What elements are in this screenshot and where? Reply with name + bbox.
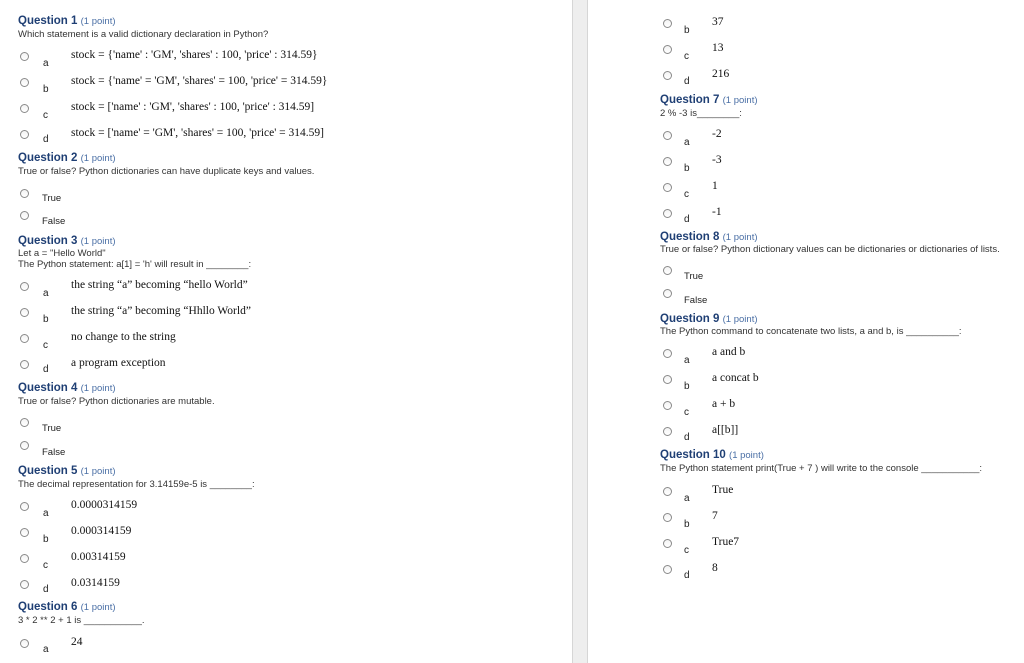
q6-option-a-text: 24 [71, 636, 83, 648]
q9-option-b-text: a concat b [712, 372, 759, 384]
q4-true-label: True [42, 423, 62, 434]
question-points: (1 point) [729, 450, 764, 461]
q5-option-d-letter: d [43, 584, 49, 595]
question-points: (1 point) [80, 236, 116, 247]
q6-option-b-radio[interactable] [663, 19, 672, 28]
q10-option-c-radio[interactable] [663, 539, 672, 548]
question-3-text-line2: The Python statement: a[1] = 'h' will result in ________: [18, 259, 252, 270]
q1-option-d-letter: d [43, 134, 49, 145]
q7-option-b-radio[interactable] [663, 157, 672, 166]
question-points: (1 point) [80, 16, 116, 27]
question-title: Question 9 [660, 313, 720, 325]
question-2-heading [18, 152, 116, 164]
q9-option-b-letter: b [684, 381, 690, 392]
q6-option-c-radio[interactable] [663, 45, 672, 54]
q2-true-radio[interactable] [20, 189, 29, 198]
q7-option-a-letter: a [684, 137, 690, 148]
q9-option-c-letter: c [684, 407, 689, 418]
q4-false-label: False [42, 447, 66, 458]
question-10-text: The Python statement print(True + 7 ) will write to the console ___________: [660, 463, 983, 474]
q3-option-b-text: the string “a” becoming “Hhllo World” [71, 305, 251, 317]
question-8-heading [660, 231, 758, 243]
q6-option-a-radio[interactable] [20, 639, 29, 648]
q9-option-d-letter: d [684, 432, 690, 443]
question-1-text: Which statement is a valid dictionary declaration in Python? [18, 29, 269, 40]
q7-option-d-text: -1 [712, 206, 722, 218]
q3-option-b-letter: b [43, 314, 49, 325]
q5-option-c-radio[interactable] [20, 554, 29, 563]
q7-option-b-text: -3 [712, 154, 722, 166]
q7-option-d-letter: d [684, 214, 690, 225]
q7-option-d-radio[interactable] [663, 209, 672, 218]
q10-option-d-letter: d [684, 570, 690, 581]
q8-false-label: False [684, 295, 708, 306]
q5-option-b-letter: b [43, 534, 49, 545]
q2-true-label: True [42, 193, 62, 204]
question-1-heading [18, 15, 116, 27]
q3-option-a-letter: a [43, 288, 49, 299]
q9-option-a-text: a and b [712, 346, 746, 358]
q9-option-b-radio[interactable] [663, 375, 672, 384]
q5-option-d-radio[interactable] [20, 580, 29, 589]
q10-option-b-radio[interactable] [663, 513, 672, 522]
q1-option-c-text: stock = ['name' : 'GM', 'shares' : 100, 'price' : 314.59] [71, 101, 315, 113]
q1-option-d-text: stock = ['name' = 'GM', 'shares' = 100, 'price' = 314.59] [71, 127, 324, 139]
question-points: (1 point) [722, 95, 758, 106]
question-5-text: The decimal representation for 3.14159e-5 is ________: [18, 479, 255, 490]
question-title: Question 7 [660, 94, 720, 106]
q6-option-c-letter: c [684, 51, 689, 62]
q5-option-a-radio[interactable] [20, 502, 29, 511]
q1-option-b-letter: b [43, 84, 49, 95]
q7-option-c-text: 1 [712, 180, 718, 192]
q10-option-d-radio[interactable] [663, 565, 672, 574]
q8-true-label: True [684, 271, 704, 282]
q6-option-b-letter: b [684, 25, 690, 36]
q5-option-a-text: 0.0000314159 [71, 499, 138, 511]
question-title: Question 6 [18, 601, 78, 613]
q5-option-a-letter: a [43, 508, 49, 519]
q8-true-radio[interactable] [663, 266, 672, 275]
q1-option-a-text: stock = {'name' : 'GM', 'shares' : 100, 'price' : 314.59} [71, 49, 318, 61]
question-points: (1 point) [80, 466, 116, 477]
question-9-text: The Python command to concatenate two lists, a and b, is __________: [660, 326, 962, 337]
q3-option-d-letter: d [43, 364, 49, 375]
q9-option-d-radio[interactable] [663, 427, 672, 436]
q3-option-c-text: no change to the string [71, 331, 176, 343]
q6-option-d-radio[interactable] [663, 71, 672, 80]
q1-option-b-radio[interactable] [20, 78, 29, 87]
q1-option-b-text: stock = {'name' = 'GM', 'shares' = 100, 'price' = 314.59} [71, 75, 328, 87]
q10-option-b-text: 7 [712, 510, 718, 522]
q3-option-a-text: the string “a” becoming “hello World” [71, 279, 248, 291]
q1-option-a-radio[interactable] [20, 52, 29, 61]
q5-option-c-letter: c [43, 560, 48, 571]
q10-option-b-letter: b [684, 519, 690, 530]
q10-option-c-text: True7 [712, 536, 740, 548]
q1-option-d-radio[interactable] [20, 130, 29, 139]
question-title: Question 3 [18, 235, 78, 247]
q7-option-a-radio[interactable] [663, 131, 672, 140]
question-points: (1 point) [722, 314, 758, 325]
question-title: Question 10 [660, 449, 726, 461]
q7-option-c-letter: c [684, 189, 689, 200]
q2-false-label: False [42, 216, 66, 227]
q10-option-a-letter: a [684, 493, 690, 504]
question-5-heading [18, 465, 116, 477]
q10-option-d-text: 8 [712, 562, 718, 574]
q10-option-c-letter: c [684, 545, 689, 556]
question-points: (1 point) [80, 602, 116, 613]
q6-option-d-text: 216 [712, 68, 730, 80]
q1-option-c-letter: c [43, 110, 48, 121]
q9-option-a-letter: a [684, 355, 690, 366]
question-title: Question 8 [660, 231, 720, 243]
question-4-heading [18, 382, 116, 394]
q3-option-c-letter: c [43, 340, 48, 351]
q5-option-b-radio[interactable] [20, 528, 29, 537]
question-6-text: 3 * 2 ** 2 + 1 is ___________. [18, 615, 145, 626]
question-title: Question 1 [18, 15, 78, 27]
q6-option-c-text: 13 [712, 42, 724, 54]
q7-option-c-radio[interactable] [663, 183, 672, 192]
q6-option-b-text: 37 [712, 16, 724, 28]
q3-option-d-radio[interactable] [20, 360, 29, 369]
q9-option-c-radio[interactable] [663, 401, 672, 410]
question-3-heading [18, 235, 116, 247]
q7-option-a-text: -2 [712, 128, 722, 140]
page-divider [572, 0, 588, 663]
q6-option-a-letter: a [43, 644, 49, 655]
question-7-text: 2 % -3 is________: [660, 108, 742, 119]
q3-option-a-radio[interactable] [20, 282, 29, 291]
q9-option-d-text: a[[b]] [712, 424, 739, 436]
q3-option-d-text: a program exception [71, 357, 166, 369]
q2-false-radio[interactable] [20, 211, 29, 220]
q8-false-radio[interactable] [663, 289, 672, 298]
q4-false-radio[interactable] [20, 441, 29, 450]
q5-option-d-text: 0.0314159 [71, 577, 120, 589]
q3-option-b-radio[interactable] [20, 308, 29, 317]
question-title: Question 4 [18, 382, 78, 394]
question-10-heading [660, 449, 764, 461]
question-2-text: True or false? Python dictionaries can have duplicate keys and values. [18, 166, 315, 177]
question-points: (1 point) [80, 153, 116, 164]
q3-option-c-radio[interactable] [20, 334, 29, 343]
question-8-text: True or false? Python dictionary values can be dictionaries or dictionaries of lists. [660, 244, 1000, 255]
question-title: Question 2 [18, 152, 78, 164]
question-7-heading [660, 94, 758, 106]
q1-option-c-radio[interactable] [20, 104, 29, 113]
right-column [588, 0, 1024, 663]
question-6-heading [18, 601, 116, 613]
q7-option-b-letter: b [684, 163, 690, 174]
q10-option-a-radio[interactable] [663, 487, 672, 496]
q1-option-a-letter: a [43, 58, 49, 69]
q5-option-b-text: 0.000314159 [71, 525, 132, 537]
question-points: (1 point) [80, 383, 116, 394]
q9-option-a-radio[interactable] [663, 349, 672, 358]
question-3-text-line1: Let a = "Hello World" [18, 248, 106, 259]
question-points: (1 point) [722, 232, 758, 243]
q9-option-c-text: a + b [712, 398, 736, 410]
question-9-heading [660, 313, 758, 325]
q10-option-a-text: True [712, 484, 734, 496]
q4-true-radio[interactable] [20, 418, 29, 427]
q6-option-d-letter: d [684, 76, 690, 87]
question-4-text: True or false? Python dictionaries are mutable. [18, 396, 215, 407]
question-title: Question 5 [18, 465, 78, 477]
q5-option-c-text: 0.00314159 [71, 551, 126, 563]
